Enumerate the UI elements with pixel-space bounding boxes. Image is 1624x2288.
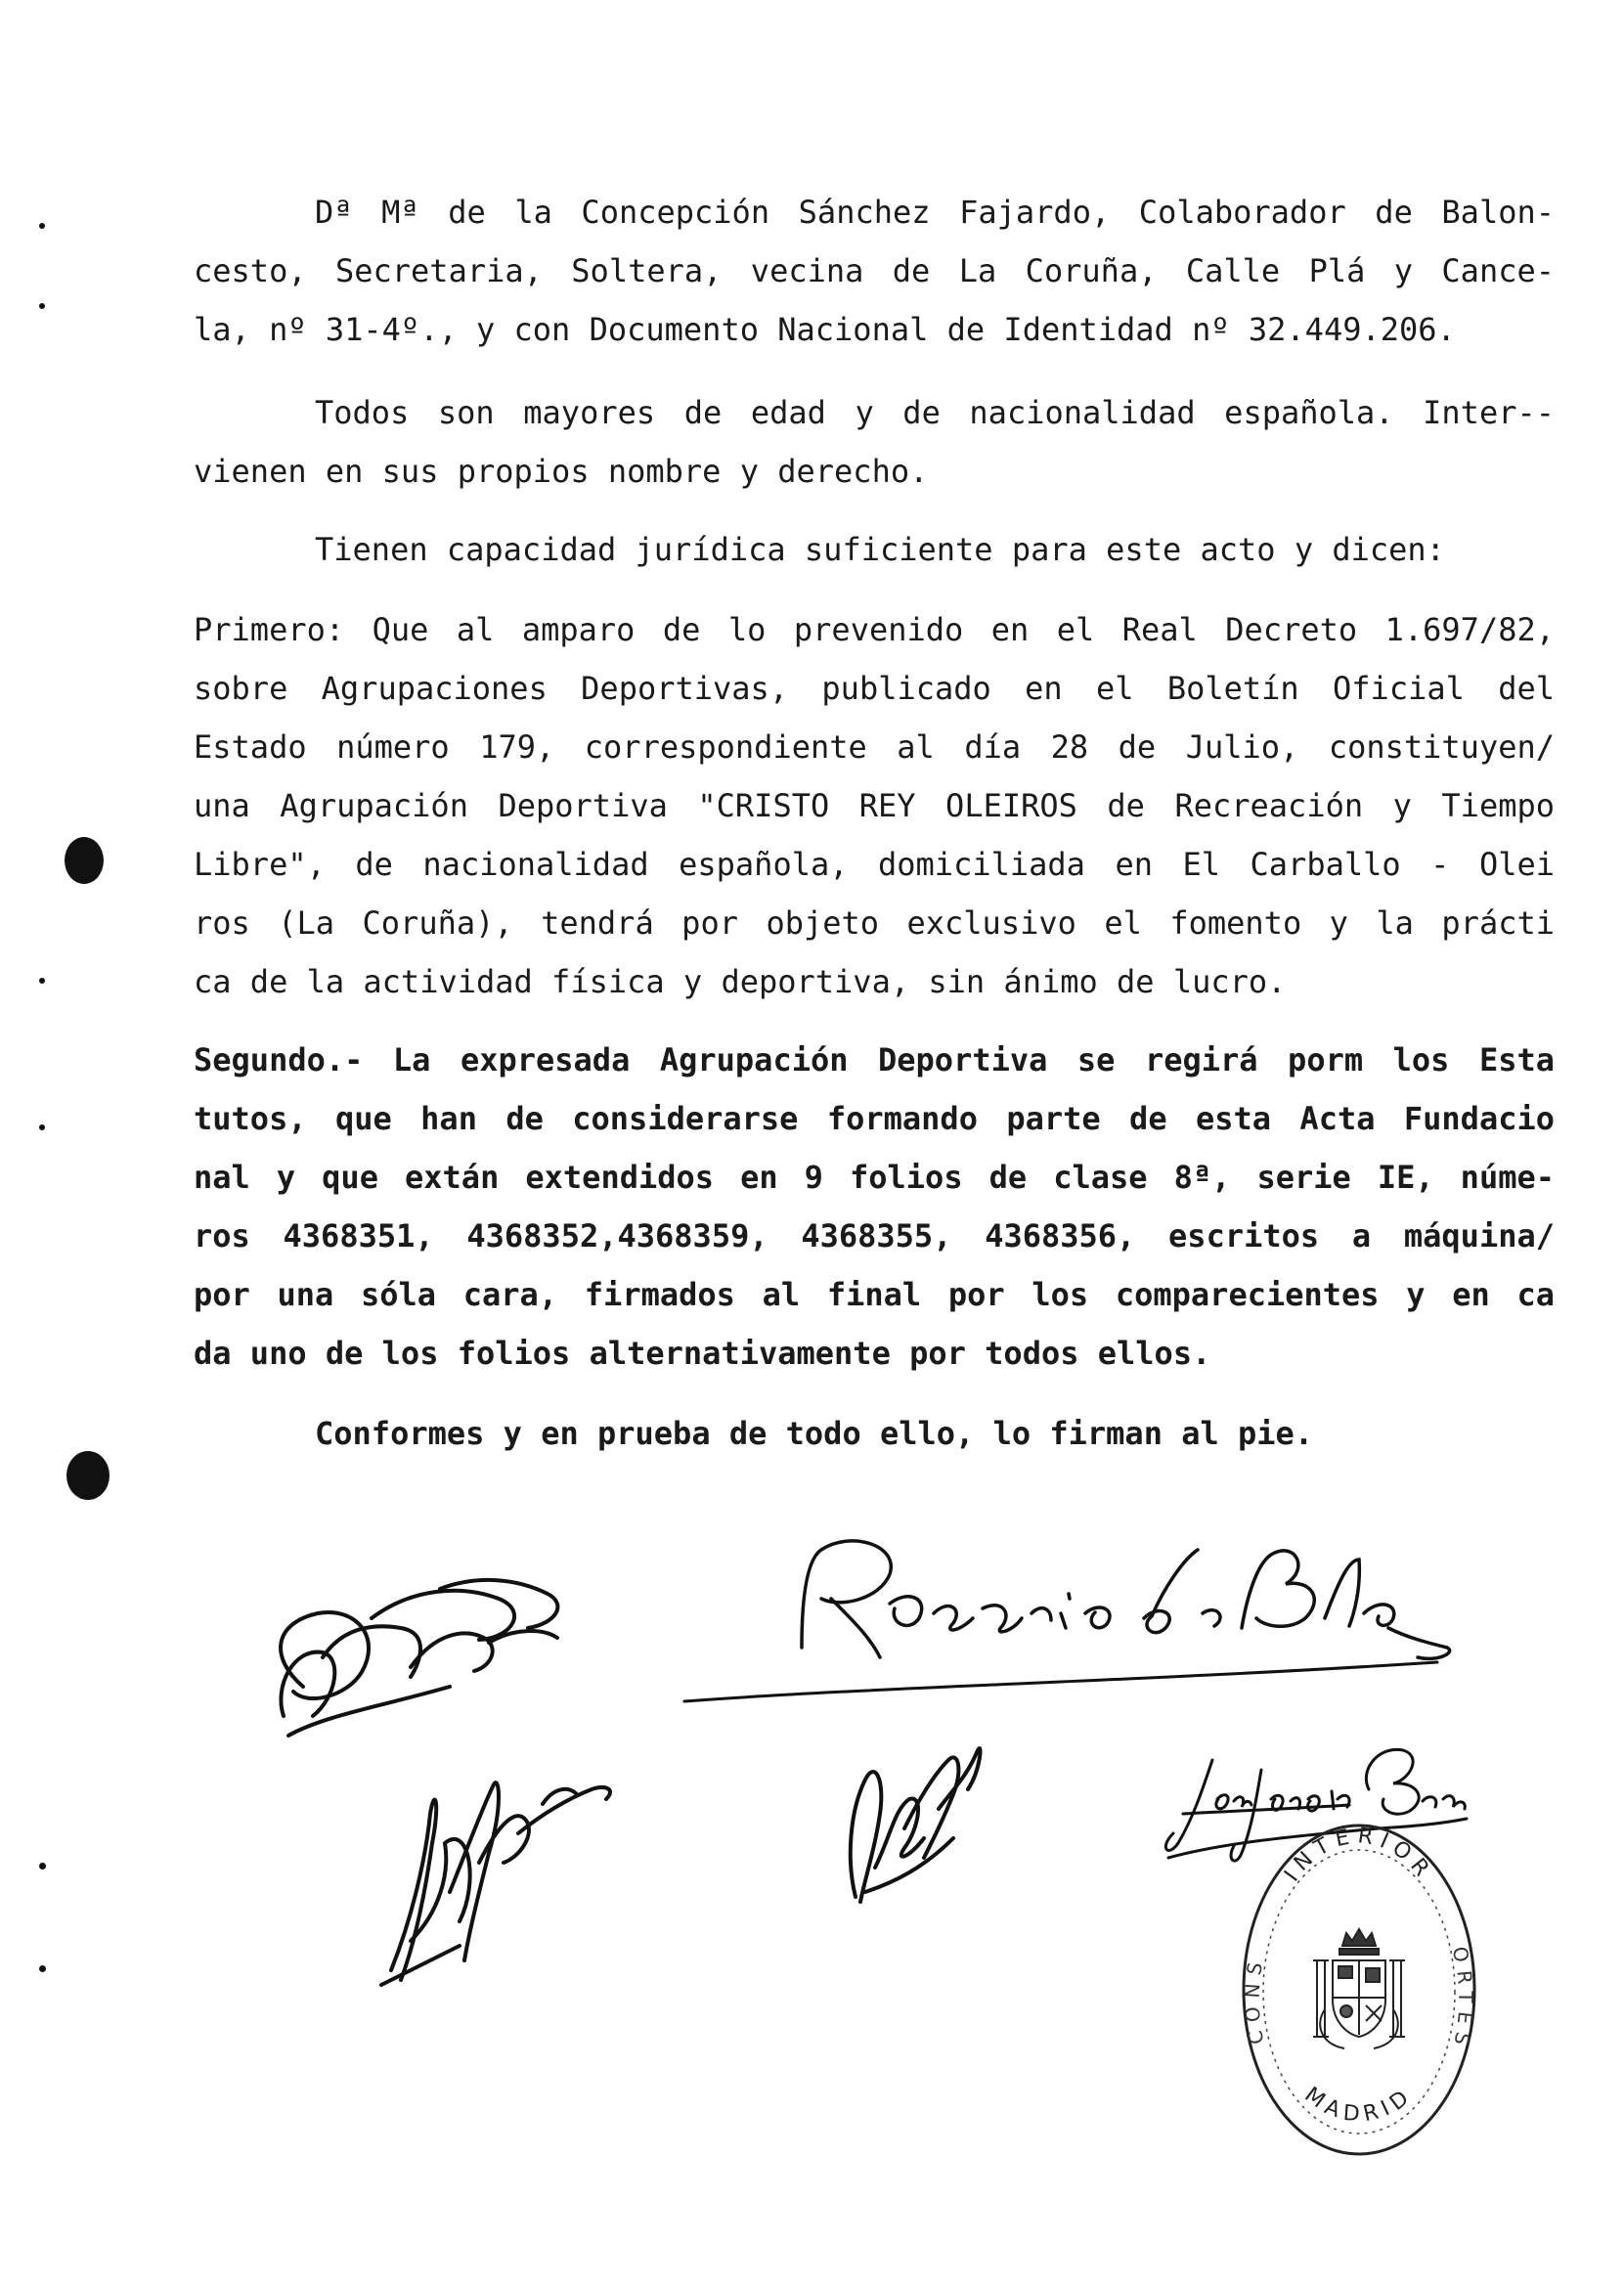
text-line: ros 4368351, 4368352,4368359, 4368355, 4368356, escritos a máquina/	[194, 1217, 1555, 1254]
paragraph-conformes	[194, 1404, 1555, 1463]
text-line: ros (La Coruña), tendrá por objeto exclusivo el fomento y la prácti	[194, 904, 1555, 942]
punch-hole-mark	[66, 1451, 110, 1500]
stamp-top-text: INTERIOR	[1280, 1824, 1438, 1887]
paragraph-mayores	[194, 383, 1555, 501]
signature-4	[836, 1721, 992, 1916]
paragraph-capacidad	[194, 520, 1555, 579]
paragraph-primero	[194, 600, 1555, 1011]
text-line: da uno de los folios alternativamente por todos ellos.	[194, 1335, 1211, 1372]
text-line: una Agrupación Deportiva "CRISTO REY OLEIROS de Recreación y Tiempo	[194, 787, 1555, 824]
text-line: Todos son mayores de edad y de nacionalidad española. Inter--	[315, 394, 1555, 431]
margin-speck	[39, 223, 45, 229]
coat-of-arms-icon	[1313, 1929, 1405, 2048]
signature-2	[763, 1520, 1467, 1755]
paragraph-segundo	[194, 1031, 1555, 1383]
margin-speck	[39, 978, 45, 984]
text-line: nal y que extán extendidos en 9 folios de clase 8ª, serie IE, núme-	[194, 1159, 1555, 1196]
margin-speck	[39, 1965, 46, 1972]
text-line: Segundo.- La expresada Agrupación Deportiva se regirá porm los Esta	[194, 1041, 1555, 1078]
text-line: Conformes y en prueba de todo ello, lo firman al pie.	[315, 1415, 1314, 1452]
text-line: por una sóla cara, firmados al final por los comparecientes y en ca	[194, 1276, 1555, 1313]
text-line: Dª Mª de la Concepción Sánchez Fajardo, Colaborador de Balon-	[315, 194, 1555, 231]
paragraph-declarant	[194, 183, 1555, 359]
text-line: Libre", de nacionalidad española, domiciliada en El Carballo - Olei	[194, 846, 1555, 883]
text-line: cesto, Secretaria, Soltera, vecina de La Coruña, Calle Plá y Cance-	[194, 252, 1555, 289]
text-line: vienen en sus propios nombre y derecho.	[194, 453, 929, 490]
stamp-bottom-text: MADRID	[1299, 2083, 1419, 2128]
signature-1	[264, 1569, 577, 1765]
signature-3	[372, 1745, 645, 2000]
text-line: la, nº 31-4º., y con Documento Nacional de Identidad nº 32.449.206.	[194, 311, 1456, 348]
text-line: tutos, que han de considerarse formando parte de esta Acta Fundacio	[194, 1100, 1555, 1137]
margin-speck	[39, 1124, 45, 1130]
text-line: Tienen capacidad jurídica suficiente para este acto y dicen:	[315, 531, 1445, 568]
margin-speck	[39, 1863, 46, 1870]
text-line: Estado número 179, correspondiente al día 28 de Julio, constituyen/	[194, 728, 1555, 766]
official-stamp	[1227, 1814, 1491, 2166]
margin-speck	[39, 303, 45, 309]
text-line: ca de la actividad física y deportiva, sin ánimo de lucro.	[194, 963, 1287, 1000]
text-line: Primero: Que al amparo de lo prevenido en el Real Decreto 1.697/82,	[194, 611, 1555, 648]
stamp-left-text: CONS	[1240, 1953, 1269, 2046]
punch-hole-mark	[65, 837, 104, 884]
stamp-right-text: ORTES	[1447, 1944, 1478, 2055]
text-line: sobre Agrupaciones Deportivas, publicado en el Boletín Oficial del	[194, 670, 1555, 707]
